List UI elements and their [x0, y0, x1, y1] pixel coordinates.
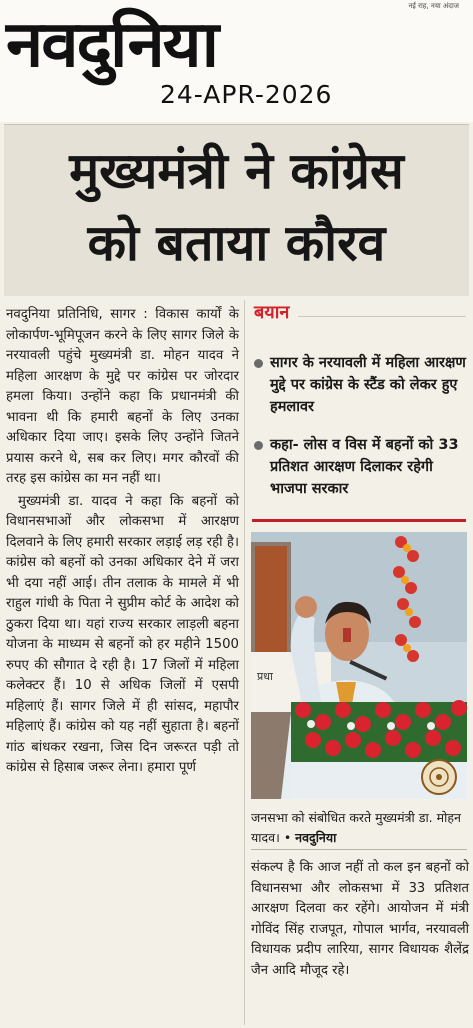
news-photo [251, 532, 467, 799]
government-seal-icon [422, 760, 456, 794]
headline [4, 135, 469, 279]
article-body-right: संकल्प है कि आज नहीं तो कल इन बहनों को विधानसभा और लोकसभा में 33 प्रतिशत आरक्षण दिलवा कर रहेंगे। आयोजन में मंत्री गोविंद सिंह राजपूत, गोपाल भार्गव, नरयावली विधायक प्रदीप लारिया, सागर विधायक शैलेंद्र जैन आदि मौजूद रहे। [251, 860, 469, 978]
bullet-icon: • [283, 830, 292, 845]
article-paragraph-2: मुख्यमंत्री डा. यादव ने कहा कि बहनों को विधानसभाओं और लोकसभा में आरक्षण दिलवाने के लिए हमारी सरकार लड़ाई लड़ रही है। कांग्रेस को बहनों को उनका अधिकार देने में जरा भी दया नहीं आई। तीन तलाक के मामले में भी राहुल गांधी के पिता ने सुप्रीम कोर्ट के आदेश को ठुकरा दिया था। यहां राज्य सरकार लाड़ली बहना योजना के माध्यम से बहनों को हर महीने 1500 रुपए की सौगात दे रही है। 17 जिलों में महिला कलेक्टर हैं। 10 से अधिक जिलों में एसपी महिलाएं हैं। सागर जिले में ही सांसद, महापौर महिलाएं हैं। कांग्रेस को यह नहीं सुहाता है। बहनों गांठ बांधकर रखना, जिस दिन जरूरत पड़ी तो कांग्रेस से हिसाब जरूर लेना। हमारा पूर्ण [6, 493, 239, 775]
news-photo-illustration [251, 532, 467, 799]
bullet-dot-icon [254, 359, 263, 368]
masthead-tagline: नई राह, नया अंदाज [408, 2, 459, 10]
masthead [0, 0, 473, 122]
column-divider [244, 300, 245, 1025]
statement-rule [298, 316, 466, 317]
headline-box [4, 124, 469, 296]
photo-banner-text: प्रधा [257, 670, 273, 683]
publication-date: 24-APR-2026 [160, 80, 333, 109]
photo-caption-text: जनसभा को संबोधित करते मुख्यमंत्री डा. मोहन यादव। [251, 810, 461, 845]
statement-label: बयान [254, 302, 290, 323]
newspaper-logo: नवदुनिया [6, 8, 217, 82]
headline-line-2: को बताया कौरव [87, 214, 386, 272]
highlight-text-1: सागर के नरयावली में महिला आरक्षण मुद्दे पर कांग्रेस के स्टैंड को लेकर हुए हमलावर [270, 355, 466, 415]
article-body-left [6, 305, 239, 1025]
photo-caption [251, 808, 469, 848]
highlight-text-2: कहा- लोस व विस में बहनों को 33 प्रतिशत आरक्षण दिलाकर रहेगी भाजपा सरकार [270, 437, 459, 497]
caption-rule [251, 849, 467, 850]
highlight-bullets [252, 352, 468, 516]
highlight-bullet-2 [252, 434, 468, 500]
article-paragraph-1: नवदुनिया प्रतिनिधि, सागर : विकास कार्यों के लोकार्पण-भूमिपूजन करने के लिए सागर जिले के नरयावली पहुंचे मुख्यमंत्री डा. मोहन यादव ने महिला आरक्षण के मुद्दे पर कांग्रेस पर जोरदार हमला किया। उन्होंने कहा कि प्रधानमंत्री की भावना थी कि हमारी बहनों के लिए उनका अधिकार दिया जाए। इसके लिए उन्होंने जितने प्रयास करने थे, सब कर लिए। मगर कौरवों की तरह इस कांग्रेस का मन नहीं था। [6, 307, 239, 486]
bullet-dot-icon [254, 441, 263, 450]
accent-rule [252, 519, 466, 522]
photo-source: नवदुनिया [295, 830, 337, 845]
highlight-bullet-1 [252, 352, 468, 418]
headline-line-1: मुख्यमंत्री ने कांग्रेस [69, 142, 404, 200]
